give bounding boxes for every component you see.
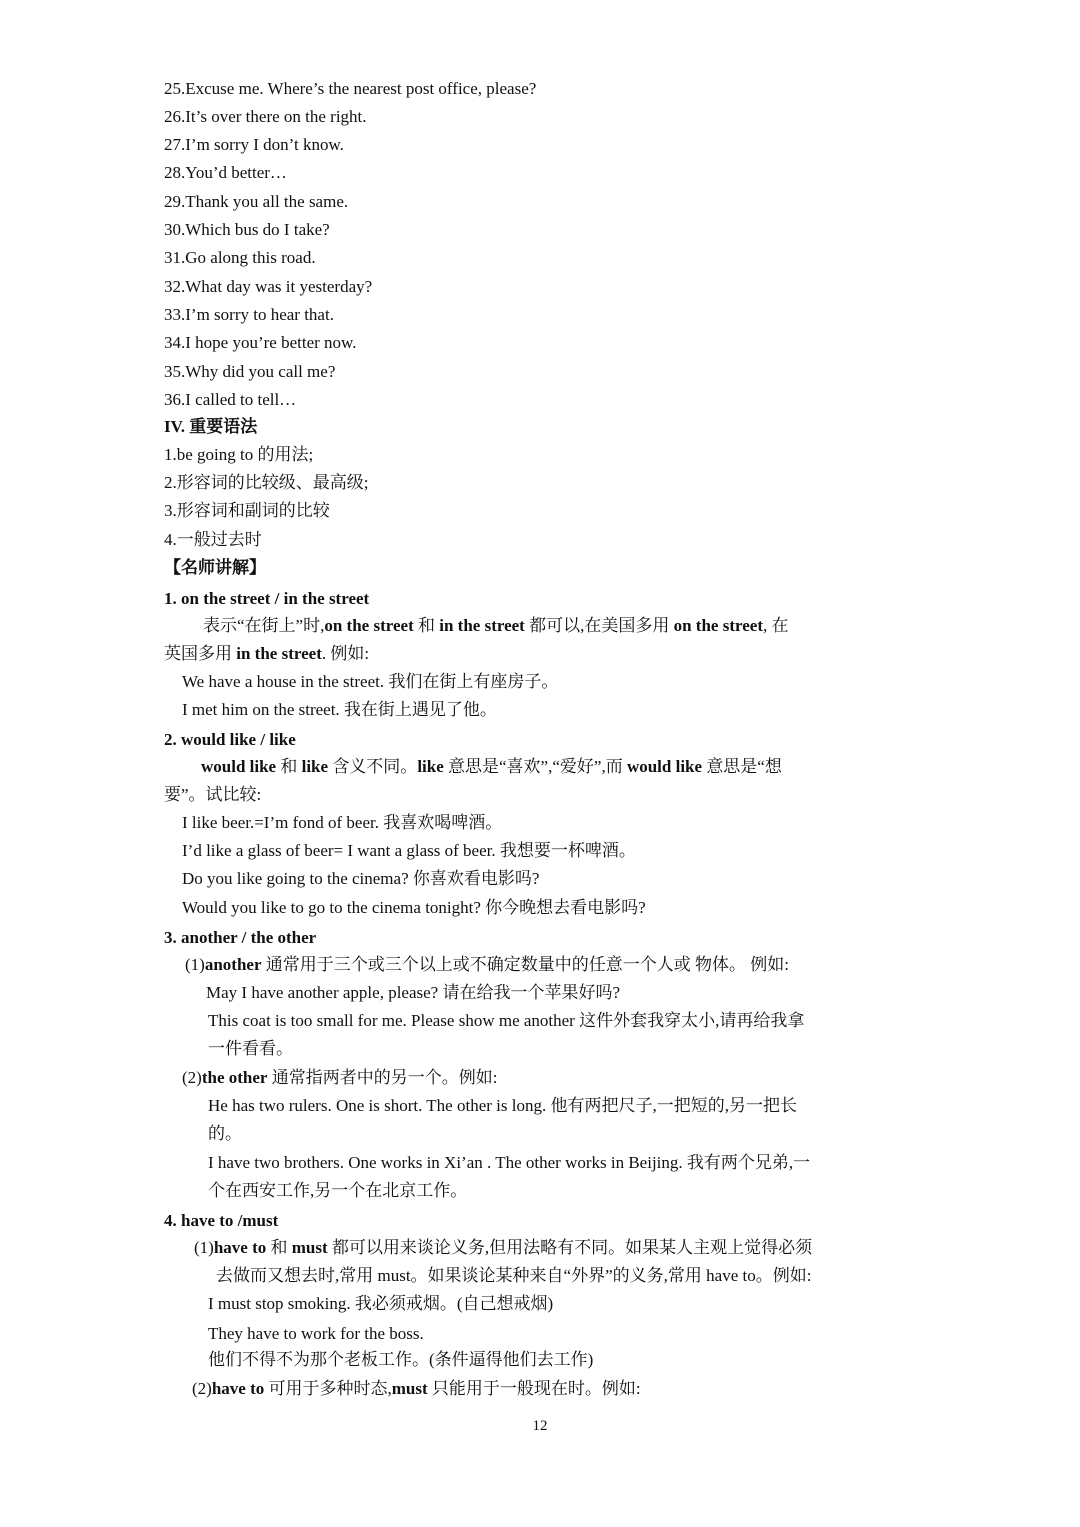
text-span: 只能用于一般现在时。例如: <box>427 1379 641 1398</box>
bold-term: have to <box>211 1379 265 1398</box>
text-span: (1) <box>194 1238 214 1257</box>
grammar-item: 1.be going to 的用法; <box>164 445 314 464</box>
rich-line <box>185 956 789 973</box>
phrase-item: 29.Thank you all the same. <box>164 192 349 211</box>
example-sentence: We have a house in the street. 我们在街上有座房子。 <box>182 672 559 691</box>
phrase-item: 35.Why did you call me? <box>164 362 336 381</box>
lecture-heading: 【名师讲解】 <box>164 558 266 577</box>
text-span: . 例如: <box>321 644 370 663</box>
text-span: 可用于多种时态, <box>264 1379 392 1398</box>
example-sentence: Would you like to go to the cinema tonight? 你今晚想去看电影吗? <box>182 898 646 917</box>
bold-term: like <box>417 757 444 776</box>
example-sentence: I’d like a glass of beer= I want a glass of beer. 我想要一杯啤酒。 <box>182 841 636 860</box>
body-text: 去做而又想去时,常用 must。如果谈论某种来自“外界”的义务,常用 have to。例如: <box>216 1266 812 1285</box>
bold-term: another <box>204 955 262 974</box>
text-span: 英国多用 <box>164 644 237 663</box>
section-title: 2. would like / like <box>164 730 296 749</box>
bold-term: must <box>391 1379 428 1398</box>
text-span: 和 <box>266 1238 292 1257</box>
phrase-item: 26.It’s over there on the right. <box>164 107 367 126</box>
example-sentence: 的。 <box>208 1124 242 1143</box>
text-span: 意思是“想 <box>702 757 782 776</box>
example-sentence: 一件看看。 <box>208 1039 293 1058</box>
example-sentence: 他们不得不为那个老板工作。(条件逼得他们去工作) <box>208 1350 594 1369</box>
text-span: 通常指两者中的另一个。例如: <box>267 1068 498 1087</box>
text-span: 意思是“喜欢”,“爱好”,而 <box>443 757 627 776</box>
text-span: (2) <box>182 1068 202 1087</box>
bold-term: on the street <box>324 616 414 635</box>
text-span: 都可以用来谈论义务,但用法略有不同。如果某人主观上觉得必须 <box>327 1238 813 1257</box>
rich-line <box>192 1380 641 1397</box>
section-title: 3. another / the other <box>164 928 317 947</box>
bold-term: in the street <box>439 616 525 635</box>
example-sentence: I like beer.=I’m fond of beer. 我喜欢喝啤酒。 <box>182 813 503 832</box>
example-sentence: May I have another apple, please? 请在给我一个苹果好吗? <box>206 983 621 1002</box>
phrase-item: 30.Which bus do I take? <box>164 220 330 239</box>
text-span: 和 <box>413 616 440 635</box>
section-title: 4. have to /must <box>164 1211 279 1230</box>
bold-term: like <box>301 757 329 776</box>
rich-line <box>203 617 788 634</box>
example-sentence: He has two rulers. One is short. The other is long. 他有两把尺子,一把短的,另一把长 <box>208 1096 797 1115</box>
phrase-item: 33.I’m sorry to hear that. <box>164 305 334 324</box>
body-text: 要”。试比较: <box>164 785 262 804</box>
text-span: 和 <box>276 757 302 776</box>
example-sentence: I met him on the street. 我在街上遇见了他。 <box>182 700 497 719</box>
phrase-item: 34.I hope you’re better now. <box>164 333 357 352</box>
phrase-item: 27.I’m sorry I don’t know. <box>164 135 344 154</box>
section-title: 1. on the street / in the street <box>164 589 370 608</box>
grammar-item: 3.形容词和副词的比较 <box>164 501 330 520</box>
bold-term: must <box>291 1238 328 1257</box>
grammar-item: 2.形容词的比较级、最高级; <box>164 473 369 492</box>
rich-line <box>164 645 369 662</box>
page-number: 12 <box>532 1418 548 1434</box>
rich-line <box>182 1069 497 1086</box>
bold-term: would like <box>201 757 277 776</box>
bold-term: have to <box>213 1238 267 1257</box>
example-sentence: I have two brothers. One works in Xi’an . The other works in Beijing. 我有两个兄弟,一 <box>208 1153 811 1172</box>
bold-term: the other <box>201 1068 268 1087</box>
text-span: (2) <box>192 1379 212 1398</box>
text-span: 都可以,在美国多用 <box>524 616 674 635</box>
bold-term: in the street <box>236 644 322 663</box>
text-span: (1) <box>185 955 205 974</box>
rich-line <box>201 758 782 775</box>
text-span: 含义不同。 <box>328 757 418 776</box>
text-span: 表示“在街上”时, <box>203 616 325 635</box>
grammar-heading: IV. 重要语法 <box>164 417 258 436</box>
phrase-item: 25.Excuse me. Where’s the nearest post office, please? <box>164 79 537 98</box>
grammar-item: 4.一般过去时 <box>164 530 262 549</box>
phrase-item: 28.You’d better… <box>164 163 287 182</box>
example-sentence: They have to work for the boss. <box>208 1324 424 1343</box>
example-sentence: I must stop smoking. 我必须戒烟。(自己想戒烟) <box>208 1294 554 1313</box>
rich-line <box>194 1239 812 1256</box>
bold-term: would like <box>626 757 703 776</box>
text-span: , 在 <box>762 616 789 635</box>
example-sentence: 个在西安工作,另一个在北京工作。 <box>208 1181 468 1200</box>
text-span: 通常用于三个或三个以上或不确定数量中的任意一个人或 物体。 例如: <box>261 955 789 974</box>
bold-term: on the street <box>673 616 763 635</box>
phrase-item: 31.Go along this road. <box>164 248 316 267</box>
example-sentence: This coat is too small for me. Please show me another 这件外套我穿太小,请再给我拿 <box>208 1011 805 1030</box>
example-sentence: Do you like going to the cinema? 你喜欢看电影吗? <box>182 869 540 888</box>
phrase-item: 32.What day was it yesterday? <box>164 277 373 296</box>
phrase-item: 36.I called to tell… <box>164 390 297 409</box>
